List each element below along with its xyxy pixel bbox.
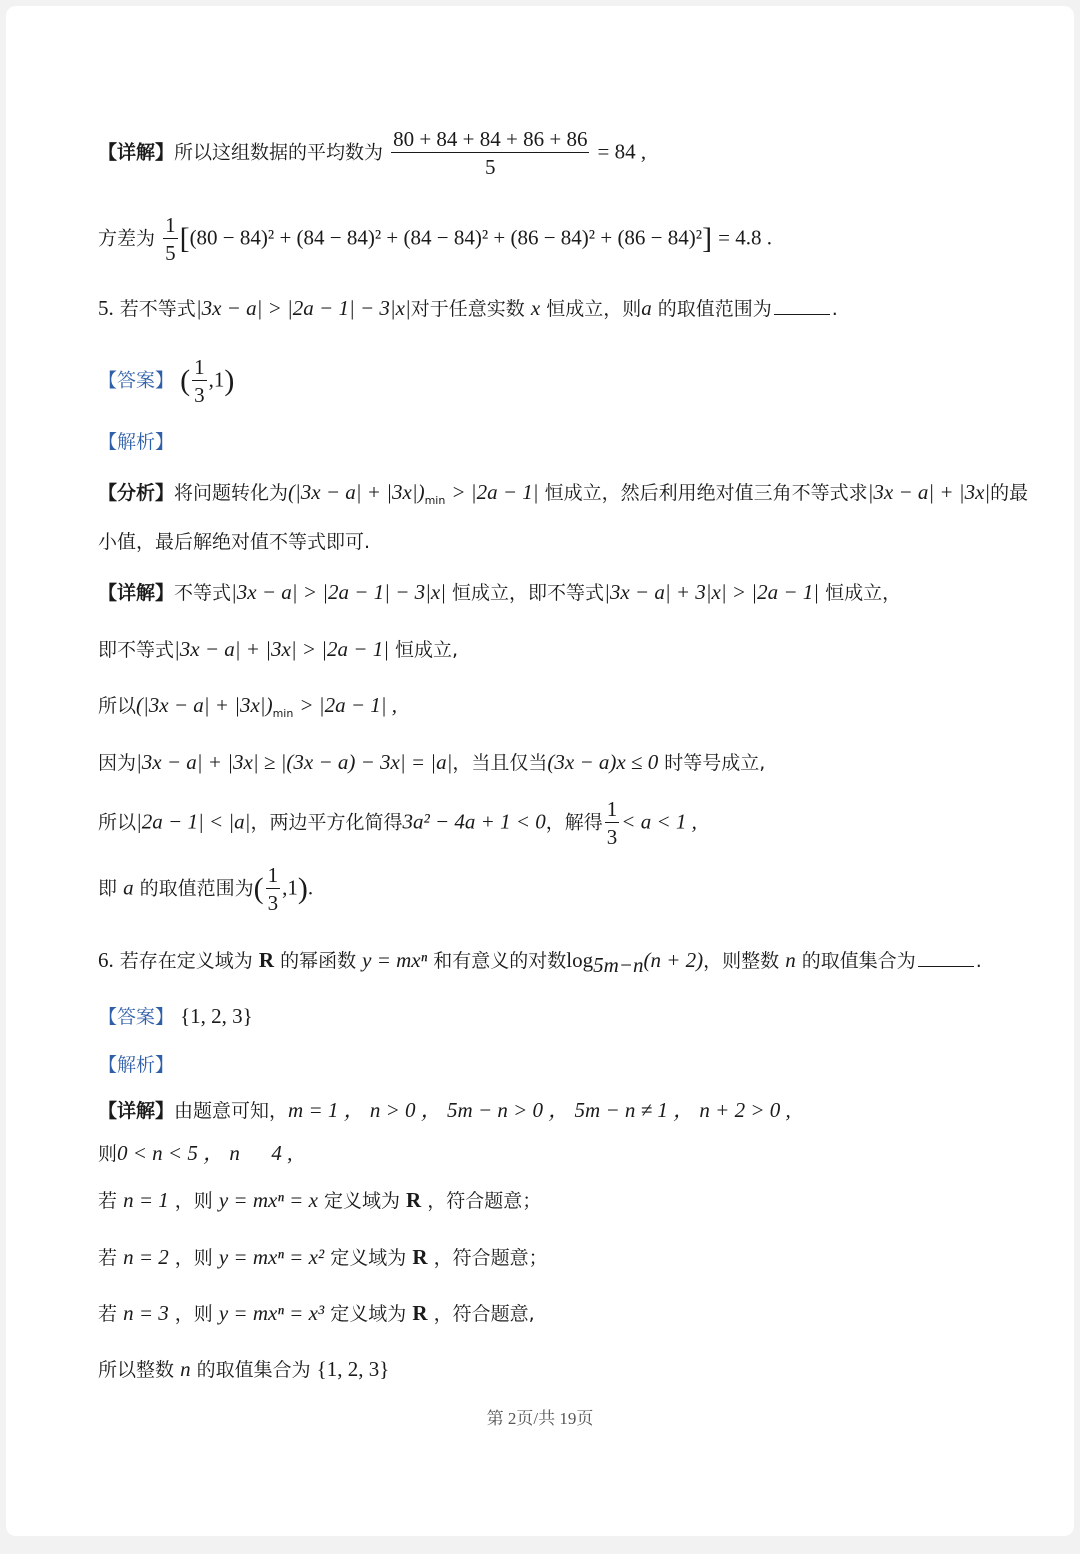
analysis-tag-5: 【解析】 bbox=[98, 431, 175, 453]
answer-blank-6 bbox=[918, 966, 974, 967]
range-fraction: $\frac{1}{3}$ bbox=[267, 863, 279, 916]
analysis-tag-6: 【解析】 bbox=[98, 1054, 175, 1076]
answer-blank bbox=[774, 314, 830, 315]
variance-expression: (80 − 84)² + (84 − 84)² + (84 − 84)² + (86 − 84)² + (86 − 84)² bbox=[189, 225, 703, 250]
detail-row-3: 所以$(|3x - a| + |3x|)_{min} > |2a - 1|$ , bbox=[98, 693, 398, 720]
case-n2: 若 n = 2 ，则 y = mxⁿ = x² 定义域为 R ，符合题意； bbox=[98, 1245, 548, 1269]
solution-fraction: $\frac{1}{3}$ bbox=[606, 797, 618, 850]
mean-fraction: $\frac{80 + 84 + 84 + 86 + 86}{5}$ bbox=[393, 127, 588, 180]
detail-6-row-2: 则0 < n < 5 ， n 4 , bbox=[98, 1141, 293, 1165]
case-n3: 若 n = 3 ，则 y = mxⁿ = x³ 定义域为 R ，符合题意, bbox=[98, 1301, 535, 1325]
answer-tag: 【答案】 bbox=[98, 369, 175, 392]
answer-6: 【答案】 {1, 2, 3} bbox=[98, 1004, 253, 1028]
page-number: 第 2页/共 19页 bbox=[486, 1409, 594, 1428]
detail-row-4: 因为|3x − a| + |3x| ≥ |(3x − a) − 3x| = |a|，当且仅当(3x − a)x ≤ 0 时等号成立, bbox=[98, 750, 766, 774]
answer-fraction: $\frac{1}{3}$ bbox=[194, 355, 205, 408]
detail-row-5: 所以|2a − 1| < |a|，两边平方化简得3a² − 4a + 1 < 0，解得 $\frac{1}{3}$ < a < 1 , bbox=[98, 797, 697, 850]
question-5: 5. 若不等式|3x − a| > |2a − 1| − 3|x|对于任意实数 x 恒成立，则a 的取值范围为 . bbox=[98, 296, 838, 320]
variance-fraction: $\frac{1}{5}$ bbox=[165, 213, 176, 266]
detail-row-6: 即 a 的取值范围为( $\frac{1}{3}$ ,1). bbox=[98, 863, 314, 916]
case-n1: 若 n = 1 ，则 y = mxⁿ = x 定义域为 R ，符合题意； bbox=[98, 1188, 542, 1212]
fenxi-line-1: 【分析】将问题转化为$(|3x - a| + |3x|)_{min} > |2a - 1|$ 恒成立，然后利用绝对值三角不等式求|3x − a| + |3x|的最 bbox=[98, 480, 1029, 507]
conclusion-6: 所以整数 n 的取值集合为 {1, 2, 3} bbox=[98, 1357, 390, 1381]
fenxi-line-2: 小值，最后解绝对值不等式即可. bbox=[98, 531, 371, 553]
detail-row-2: 即不等式|3x − a| + |3x| > |2a − 1| 恒成立, bbox=[98, 637, 459, 661]
detail-row-1: 【详解】不等式|3x − a| > |2a − 1| − 3|x| 恒成立，即不等式|3x − a| + 3|x| > |2a − 1| 恒成立， bbox=[98, 580, 902, 604]
variance-line: 方差为 $\frac{1}{5}$ [(80 − 84)² + (84 − 84)² + (84 − 84)² + (86 − 84)² + (86 − 84)²] = 4.8 . bbox=[98, 213, 772, 266]
detail-6-row-1: 【详解】由题意可知，m = 1 ， n > 0 ， 5m − n > 0 ， 5m − n ≠ 1 ， n + 2 > 0 , bbox=[98, 1098, 791, 1122]
detail-tag: 【详解】 bbox=[98, 141, 175, 164]
question-6: 6. 若存在定义域为 R 的幂函数 y = mxⁿ 和有意义的对数$\log_{5m-n}(n + 2)$，则整数 n 的取值集合为 . bbox=[98, 948, 982, 977]
mean-line: 【详解】所以这组数据的平均数为 $\frac{80 + 84 + 84 + 86 + 86}{5}$ = 84 , bbox=[98, 127, 647, 180]
answer-5: 【答案】 ( $\frac{1}{3}$ ,1) bbox=[98, 355, 235, 408]
